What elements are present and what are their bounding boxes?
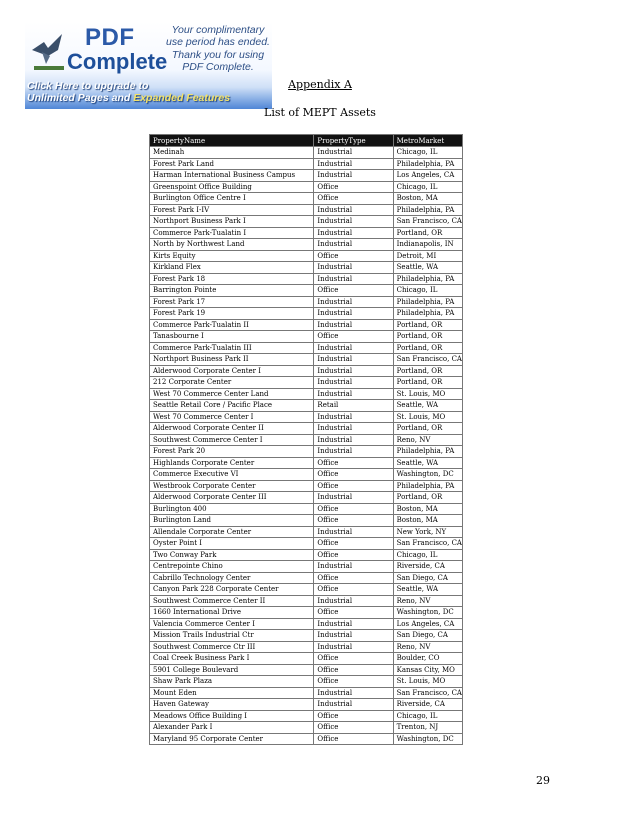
cell-property-name: Tanasbourne I	[150, 331, 314, 343]
table-row	[150, 653, 463, 665]
cell-property-type: Office	[314, 584, 393, 596]
table-row	[150, 446, 463, 458]
column-header-metro-market: MetroMarket	[393, 135, 462, 147]
cell-property-type: Office	[314, 538, 393, 550]
cell-property-name: West 70 Commerce Center Land	[150, 388, 314, 400]
cell-property-name: Mount Eden	[150, 687, 314, 699]
table-row	[150, 250, 463, 262]
table-row	[150, 733, 463, 745]
cell-property-name: Alexander Park I	[150, 722, 314, 734]
cell-property-name: Forest Park I-IV	[150, 204, 314, 216]
cell-property-type: Industrial	[314, 273, 393, 285]
cell-property-type: Industrial	[314, 377, 393, 389]
cell-metro-market: Washington, DC	[393, 607, 462, 619]
cell-property-type: Industrial	[314, 319, 393, 331]
cell-property-type: Office	[314, 722, 393, 734]
cell-metro-market: Reno, NV	[393, 595, 462, 607]
cell-property-name: Highlands Corporate Center	[150, 457, 314, 469]
list-subtitle: List of MEPT Assets	[264, 106, 376, 119]
cell-property-name: Northport Business Park I	[150, 216, 314, 228]
cell-property-type: Industrial	[314, 308, 393, 320]
cell-property-type: Office	[314, 503, 393, 515]
table-row	[150, 204, 463, 216]
table-row	[150, 538, 463, 550]
cell-property-type: Industrial	[314, 365, 393, 377]
cell-property-name: Two Conway Park	[150, 549, 314, 561]
cell-metro-market: Seattle, WA	[393, 457, 462, 469]
table-row	[150, 710, 463, 722]
cell-metro-market: San Francisco, CA	[393, 538, 462, 550]
table-row	[150, 296, 463, 308]
cell-property-type: Industrial	[314, 227, 393, 239]
cell-property-name: Southwest Commerce Ctr III	[150, 641, 314, 653]
cell-property-type: Industrial	[314, 526, 393, 538]
cell-property-type: Office	[314, 181, 393, 193]
cell-property-name: 5901 College Boulevard	[150, 664, 314, 676]
cell-property-name: Haven Gateway	[150, 699, 314, 711]
cell-metro-market: Riverside, CA	[393, 699, 462, 711]
cell-property-name: Burlington Office Centre I	[150, 193, 314, 205]
cell-metro-market: Portland, OR	[393, 342, 462, 354]
table-row	[150, 354, 463, 366]
cell-property-type: Office	[314, 653, 393, 665]
brand-pdf-text: PDF	[85, 24, 135, 51]
cell-metro-market: St. Louis, MO	[393, 411, 462, 423]
table-row	[150, 515, 463, 527]
cell-property-type: Office	[314, 676, 393, 688]
table-row	[150, 641, 463, 653]
cell-metro-market: St. Louis, MO	[393, 676, 462, 688]
cell-metro-market: Philadelphia, PA	[393, 480, 462, 492]
cell-property-name: North by Northwest Land	[150, 239, 314, 251]
cell-metro-market: Philadelphia, PA	[393, 273, 462, 285]
cell-property-name: Forest Park 19	[150, 308, 314, 320]
bird-logo-icon	[28, 28, 68, 76]
cell-property-name: Maryland 95 Corporate Center	[150, 733, 314, 745]
table-row	[150, 170, 463, 182]
cell-metro-market: Washington, DC	[393, 469, 462, 481]
cell-property-type: Industrial	[314, 204, 393, 216]
assets-table	[149, 134, 463, 745]
cell-property-type: Office	[314, 480, 393, 492]
cell-metro-market: Portland, OR	[393, 377, 462, 389]
cell-property-name: Allendale Corporate Center	[150, 526, 314, 538]
table-row	[150, 285, 463, 297]
cell-property-name: Commerce Park-Tualatin II	[150, 319, 314, 331]
cell-metro-market: Boston, MA	[393, 193, 462, 205]
table-row	[150, 319, 463, 331]
cell-metro-market: Portland, OR	[393, 319, 462, 331]
cell-metro-market: Seattle, WA	[393, 262, 462, 274]
cell-metro-market: Washington, DC	[393, 733, 462, 745]
cell-property-name: Barrington Pointe	[150, 285, 314, 297]
cell-metro-market: Boulder, CO	[393, 653, 462, 665]
cell-property-type: Industrial	[314, 492, 393, 504]
table-row	[150, 411, 463, 423]
table-row	[150, 722, 463, 734]
cell-property-name: Cabrillo Technology Center	[150, 572, 314, 584]
cell-property-type: Office	[314, 664, 393, 676]
cell-property-name: Centrepointe Chino	[150, 561, 314, 573]
cell-property-type: Office	[314, 285, 393, 297]
cell-metro-market: New York, NY	[393, 526, 462, 538]
table-row	[150, 607, 463, 619]
cell-property-name: Oyster Point I	[150, 538, 314, 550]
cell-property-name: Coal Creek Business Park I	[150, 653, 314, 665]
cell-metro-market: San Francisco, CA	[393, 216, 462, 228]
cell-property-name: Westbrook Corporate Center	[150, 480, 314, 492]
cell-property-name: Mission Trails Industrial Ctr	[150, 630, 314, 642]
table-row	[150, 273, 463, 285]
cell-metro-market: Detroit, MI	[393, 250, 462, 262]
cell-property-name: Alderwood Corporate Center III	[150, 492, 314, 504]
cell-metro-market: Reno, NV	[393, 641, 462, 653]
table-row	[150, 630, 463, 642]
table-row	[150, 193, 463, 205]
cell-property-type: Industrial	[314, 388, 393, 400]
table-row	[150, 572, 463, 584]
cell-property-name: Southwest Commerce Center II	[150, 595, 314, 607]
cell-metro-market: St. Louis, MO	[393, 388, 462, 400]
message-line: Thank you for using	[171, 48, 265, 61]
cell-metro-market: Los Angeles, CA	[393, 170, 462, 182]
cell-metro-market: Boston, MA	[393, 503, 462, 515]
cell-metro-market: San Francisco, CA	[393, 687, 462, 699]
table-row	[150, 262, 463, 274]
cell-metro-market: Riverside, CA	[393, 561, 462, 573]
trial-expired-message	[165, 24, 271, 74]
table-row	[150, 158, 463, 170]
cell-property-type: Industrial	[314, 342, 393, 354]
cell-metro-market: Reno, NV	[393, 434, 462, 446]
cell-property-name: Alderwood Corporate Center II	[150, 423, 314, 435]
table-row	[150, 423, 463, 435]
cell-property-type: Industrial	[314, 434, 393, 446]
upgrade-link-line1[interactable]: Click Here to upgrade to	[27, 80, 149, 92]
table-row	[150, 664, 463, 676]
cell-property-name: Northport Business Park II	[150, 354, 314, 366]
table-row	[150, 216, 463, 228]
cell-property-type: Office	[314, 331, 393, 343]
cell-property-name: Forest Park 20	[150, 446, 314, 458]
table-row	[150, 365, 463, 377]
cell-metro-market: Portland, OR	[393, 365, 462, 377]
cell-property-type: Industrial	[314, 411, 393, 423]
table-body	[150, 147, 463, 745]
cell-metro-market: San Diego, CA	[393, 630, 462, 642]
table-row	[150, 239, 463, 251]
cell-property-type: Office	[314, 572, 393, 584]
cell-property-type: Industrial	[314, 147, 393, 159]
cell-property-type: Industrial	[314, 618, 393, 630]
cell-property-type: Retail	[314, 400, 393, 412]
cell-property-type: Industrial	[314, 699, 393, 711]
brand-complete-text: Complete	[67, 49, 168, 74]
cell-property-name: Burlington 400	[150, 503, 314, 515]
cell-metro-market: Philadelphia, PA	[393, 158, 462, 170]
cell-metro-market: Chicago, IL	[393, 181, 462, 193]
cell-property-type: Industrial	[314, 423, 393, 435]
table-row	[150, 469, 463, 481]
table-row	[150, 549, 463, 561]
cell-property-name: Burlington Land	[150, 515, 314, 527]
cell-property-name: Kirkland Flex	[150, 262, 314, 274]
cell-property-type: Industrial	[314, 216, 393, 228]
cell-property-type: Industrial	[314, 158, 393, 170]
cell-property-type: Industrial	[314, 641, 393, 653]
cell-property-name: Commerce Park-Tualatin I	[150, 227, 314, 239]
cell-property-type: Industrial	[314, 595, 393, 607]
table-row	[150, 687, 463, 699]
cell-property-name: Kirts Equity	[150, 250, 314, 262]
table-row	[150, 308, 463, 320]
table-row	[150, 331, 463, 343]
cell-metro-market: Indianapolis, IN	[393, 239, 462, 251]
cell-property-type: Industrial	[314, 262, 393, 274]
table-row	[150, 503, 463, 515]
cell-metro-market: Seattle, WA	[393, 584, 462, 596]
table-row	[150, 480, 463, 492]
cell-property-type: Industrial	[314, 687, 393, 699]
cell-property-name: Harman International Business Campus	[150, 170, 314, 182]
cell-metro-market: Kansas City, MO	[393, 664, 462, 676]
table-row	[150, 457, 463, 469]
table-row	[150, 561, 463, 573]
table-row	[150, 342, 463, 354]
cell-property-name: West 70 Commerce Center I	[150, 411, 314, 423]
message-line: Your complimentary	[171, 24, 265, 36]
cell-metro-market: Chicago, IL	[393, 549, 462, 561]
cell-metro-market: Portland, OR	[393, 331, 462, 343]
cell-property-name: Canyon Park 228 Corporate Center	[150, 584, 314, 596]
cell-property-type: Office	[314, 549, 393, 561]
table-row	[150, 676, 463, 688]
cell-property-type: Industrial	[314, 170, 393, 182]
appendix-title: Appendix A	[288, 78, 352, 91]
cell-metro-market: Portland, OR	[393, 227, 462, 239]
cell-metro-market: Philadelphia, PA	[393, 296, 462, 308]
table-row	[150, 377, 463, 389]
message-line: PDF Complete.	[182, 61, 254, 74]
cell-metro-market: Chicago, IL	[393, 147, 462, 159]
page-number: 29	[536, 774, 550, 787]
cell-property-type: Office	[314, 710, 393, 722]
cell-metro-market: Philadelphia, PA	[393, 308, 462, 320]
message-line: use period has ended.	[166, 36, 270, 49]
cell-metro-market: Portland, OR	[393, 423, 462, 435]
cell-property-name: Seattle Retail Core / Pacific Place	[150, 400, 314, 412]
cell-property-name: Meadows Office Building I	[150, 710, 314, 722]
table-row	[150, 526, 463, 538]
cell-property-name: Shaw Park Plaza	[150, 676, 314, 688]
table-row	[150, 147, 463, 159]
cell-property-type: Office	[314, 193, 393, 205]
cell-property-type: Office	[314, 607, 393, 619]
cell-property-type: Office	[314, 250, 393, 262]
cell-property-type: Industrial	[314, 354, 393, 366]
cell-metro-market: Philadelphia, PA	[393, 204, 462, 216]
cell-metro-market: Trenton, NJ	[393, 722, 462, 734]
cell-metro-market: Chicago, IL	[393, 285, 462, 297]
cell-metro-market: Seattle, WA	[393, 400, 462, 412]
cell-property-name: Forest Park 18	[150, 273, 314, 285]
cell-property-name: Alderwood Corporate Center I	[150, 365, 314, 377]
cell-property-name: Forest Park Land	[150, 158, 314, 170]
cell-property-type: Office	[314, 457, 393, 469]
cell-metro-market: Philadelphia, PA	[393, 446, 462, 458]
cell-property-type: Industrial	[314, 561, 393, 573]
cell-property-name: 212 Corporate Center	[150, 377, 314, 389]
upgrade-link-highlight[interactable]: Expanded Features	[133, 92, 231, 104]
table-row	[150, 595, 463, 607]
cell-property-name: Greenspoint Office Building	[150, 181, 314, 193]
table-row	[150, 492, 463, 504]
cell-property-type: Industrial	[314, 296, 393, 308]
cell-property-type: Industrial	[314, 446, 393, 458]
table-row	[150, 699, 463, 711]
upgrade-link-line2a[interactable]: Unlimited Pages and	[27, 92, 134, 104]
table-row	[150, 618, 463, 630]
upgrade-link-line2[interactable]	[27, 92, 272, 104]
cell-property-name: Forest Park 17	[150, 296, 314, 308]
cell-property-name: Commerce Executive VI	[150, 469, 314, 481]
cell-metro-market: Los Angeles, CA	[393, 618, 462, 630]
cell-property-name: Medinah	[150, 147, 314, 159]
cell-property-name: Southwest Commerce Center I	[150, 434, 314, 446]
table-row	[150, 434, 463, 446]
column-header-property-name: PropertyName	[150, 135, 314, 147]
cell-property-type: Industrial	[314, 239, 393, 251]
cell-metro-market: San Diego, CA	[393, 572, 462, 584]
cell-property-type: Office	[314, 733, 393, 745]
cell-metro-market: Chicago, IL	[393, 710, 462, 722]
table-row	[150, 388, 463, 400]
cell-property-name: Commerce Park-Tualatin III	[150, 342, 314, 354]
table-row	[150, 584, 463, 596]
cell-metro-market: San Francisco, CA	[393, 354, 462, 366]
cell-property-type: Industrial	[314, 630, 393, 642]
cell-metro-market: Portland, OR	[393, 492, 462, 504]
column-header-property-type: PropertyType	[314, 135, 393, 147]
table-row	[150, 227, 463, 239]
table-header-row	[150, 135, 463, 147]
cell-property-type: Office	[314, 469, 393, 481]
table-row	[150, 181, 463, 193]
cell-property-name: Valencia Commerce Center I	[150, 618, 314, 630]
cell-metro-market: Boston, MA	[393, 515, 462, 527]
cell-property-type: Office	[314, 515, 393, 527]
table-row	[150, 400, 463, 412]
cell-property-name: 1660 International Drive	[150, 607, 314, 619]
pdf-complete-upgrade-banner[interactable]	[25, 22, 272, 109]
